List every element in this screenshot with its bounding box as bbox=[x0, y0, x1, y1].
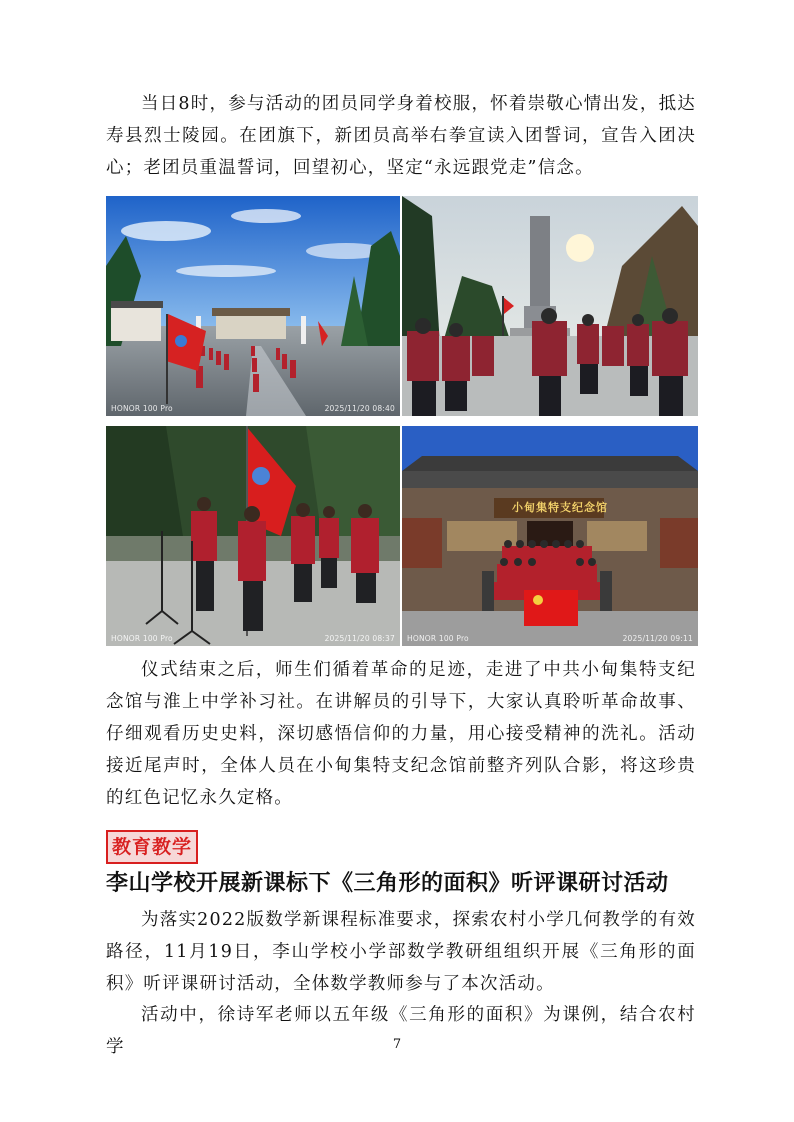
photo-oath-ceremony bbox=[106, 426, 400, 646]
page-number: 7 bbox=[392, 1037, 402, 1052]
paragraph-intro: 为落实2022版数学新课程标准要求，探索农村小学几何教学的有效路径，11月19日，李山学校小学部数学教研组组织开展《三角形的面积》听评课研讨活动，全体数学教师参与了本次活动。 bbox=[106, 910, 696, 994]
photo-monument-sunrise bbox=[402, 196, 698, 416]
paragraph-memorial-visit: 仪式结束之后，师生们循着革命的足迹，走进了中共小甸集特支纪念馆与淮上中学补习社。在讲解员的引导下，大家认真聆听革命故事、仔细观看历史史料，深切感悟信仰的力量，用心接受精神的洗礼。活动接近尾声时，全体人员在小甸集特支纪念馆前整齐列队合影，将这珍贵的红色记忆永久定格。 bbox=[106, 660, 696, 808]
camera-watermark: HONOR 100 Pro bbox=[111, 404, 173, 413]
camera-watermark: HONOR 100 Pro bbox=[407, 634, 469, 643]
photo-cemetery-ranks bbox=[106, 196, 400, 416]
camera-watermark: HONOR 100 Pro bbox=[111, 634, 173, 643]
article-headline: 李山学校开展新课标下《三角形的面积》听评课研讨活动 bbox=[106, 871, 669, 896]
building-sign: 小甸集特支纪念馆 bbox=[512, 501, 608, 514]
section-tag: 教育教学 bbox=[106, 830, 198, 864]
photo-group-memorial-hall bbox=[402, 426, 698, 646]
paragraph-arrival: 当日8时，参与活动的团员同学身着校服，怀着崇敬心情出发，抵达寿县烈士陵园。在团旗下，新团员高举右拳宣读入团誓词，宣告入团决心；老团员重温誓词，回望初心，坚定“永远跟党走”信念。 bbox=[106, 94, 696, 178]
timestamp-watermark: 2025/11/20 08:37 bbox=[324, 634, 395, 643]
paragraph-lesson: 活动中，徐诗军老师以五年级《三角形的面积》为课例，结合农村学 bbox=[106, 1005, 696, 1057]
timestamp-watermark: 2025/11/20 09:11 bbox=[622, 634, 693, 643]
timestamp-watermark: 2025/11/20 08:40 bbox=[324, 404, 395, 413]
